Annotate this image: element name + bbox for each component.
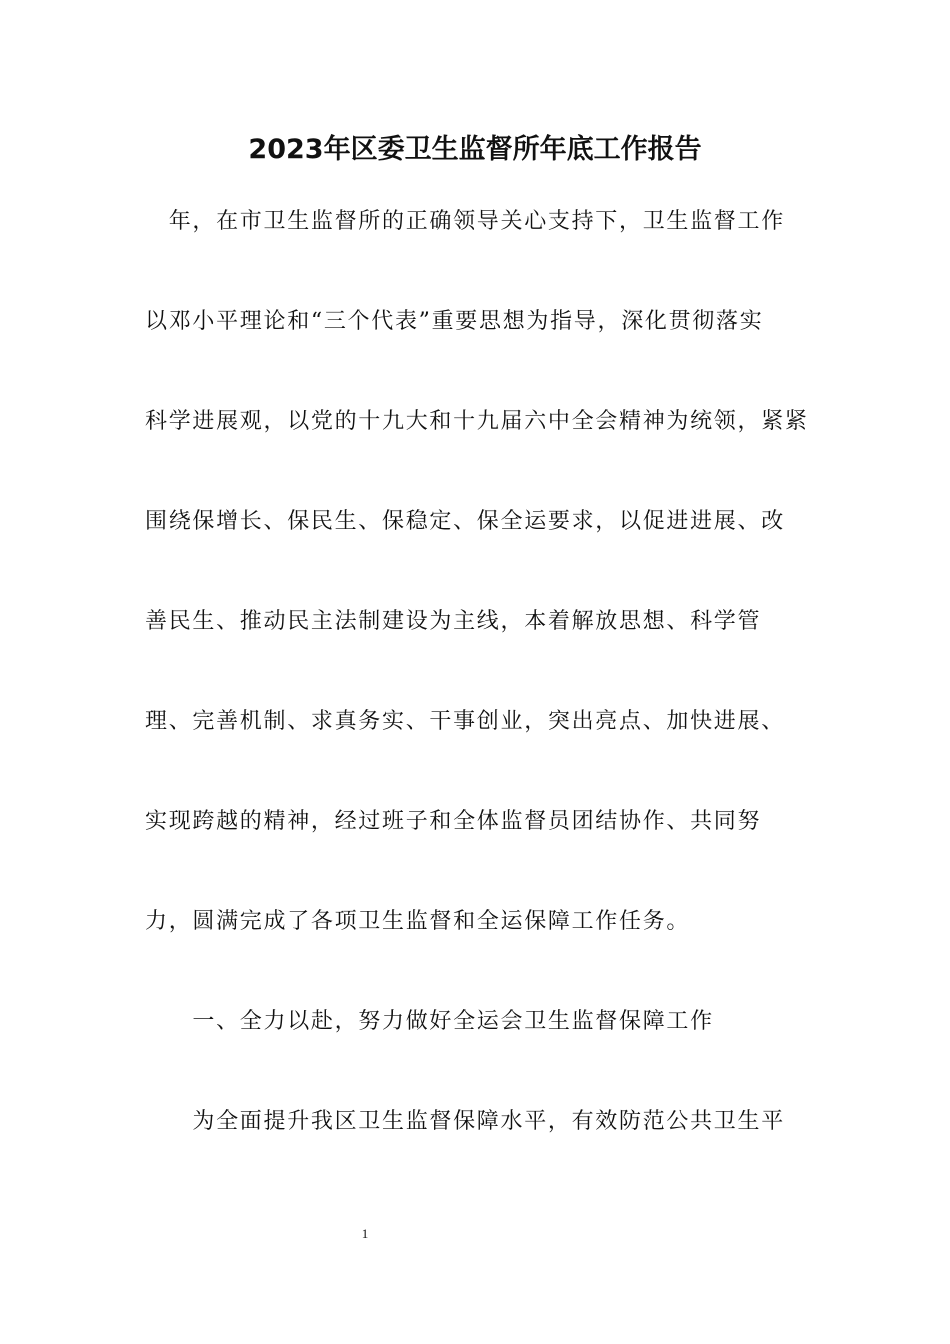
paragraph-line: 理、完善机制、求真务实、干事创业，突出亮点、加快进展、 — [145, 709, 785, 734]
paragraph-line: 善民生、推动民主法制建设为主线，本着解放思想、科学管 — [145, 609, 762, 634]
paragraph-line: 为全面提升我区卫生监督保障水平，有效防范公共卫生平 — [145, 1109, 785, 1134]
paragraph-line: 年，在市卫生监督所的正确领导关心支持下，卫生监督工作 — [145, 209, 785, 234]
paragraph-line: 实现跨越的精神，经过班子和全体监督员团结协作、共同努 — [145, 809, 762, 834]
paragraph-line: 力，圆满完成了各项卫生监督和全运保障工作任务。 — [145, 909, 691, 934]
section-heading: 一、全力以赴，努力做好全运会卫生监督保障工作 — [145, 1009, 714, 1034]
paragraph-line: 围绕保增长、保民生、保稳定、保全运要求，以促进进展、改 — [145, 509, 785, 534]
document-title: 2023年区委卫生监督所年底工作报告 — [248, 134, 702, 165]
page-number: 1 — [361, 1226, 369, 1241]
paragraph-line: 科学进展观，以党的十九大和十九届六中全会精神为统领，紧紧 — [145, 409, 809, 434]
paragraph-line: 以邓小平理论和“三个代表”重要思想为指导，深化贯彻落实 — [145, 309, 764, 334]
